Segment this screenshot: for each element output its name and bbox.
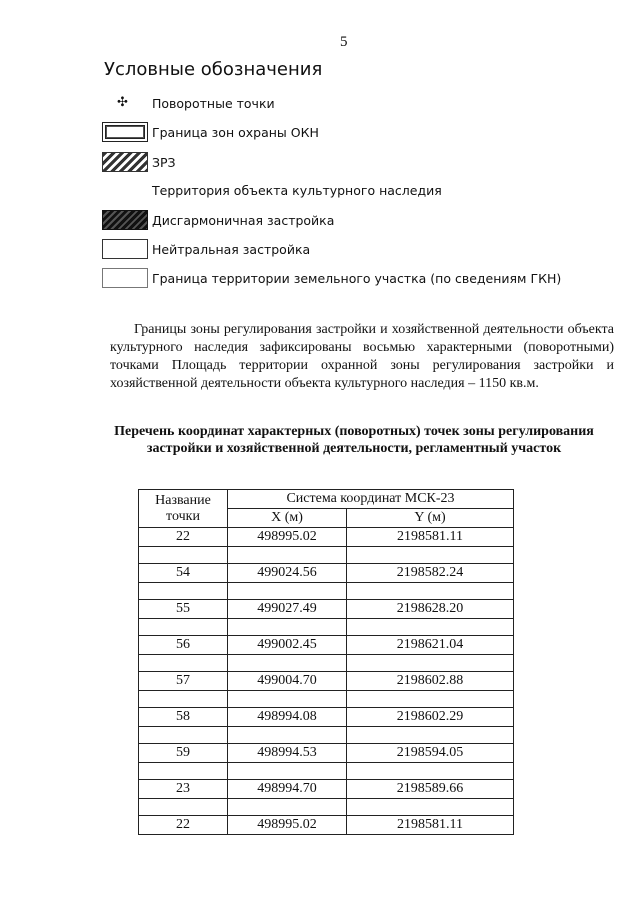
spacer-row bbox=[139, 547, 514, 564]
table-row bbox=[139, 636, 514, 655]
cell-name: 22 bbox=[139, 528, 228, 547]
cell-x: 498994.70 bbox=[228, 780, 347, 799]
cell-x: 499004.70 bbox=[228, 672, 347, 691]
legend-label-neutral: Нейтральная застройка bbox=[152, 242, 311, 257]
header-coordinate-system: Система координат МСК-23 bbox=[228, 490, 514, 509]
point-marker-icon: ✣ bbox=[117, 95, 128, 110]
table-row bbox=[139, 600, 514, 619]
page-number: 5 bbox=[340, 34, 348, 50]
cell-x: 498994.08 bbox=[228, 708, 347, 727]
cell-x: 499024.56 bbox=[228, 564, 347, 583]
spacer-row bbox=[139, 763, 514, 780]
cell-name: 59 bbox=[139, 744, 228, 763]
cell-name: 54 bbox=[139, 564, 228, 583]
spacer-row bbox=[139, 727, 514, 744]
zrz-hatch-swatch bbox=[102, 152, 148, 172]
legend-label-heritage-territory: Территория объекта культурного наследия bbox=[152, 183, 442, 198]
legend-label-points: Поворотные точки bbox=[152, 96, 275, 111]
cell-x: 498994.53 bbox=[228, 744, 347, 763]
cell-name: 23 bbox=[139, 780, 228, 799]
description-paragraph: Границы зоны регулирования застройки и хозяйственной деятельности объекта культурного наследия зафиксированы восьмью характерными (поворотными) точками Площадь территории охранной зоны регулирования застройки и хозяйственной деятельности объекта культурного наследия – 1150 кв.м. bbox=[110, 322, 614, 391]
cell-y: 2198594.05 bbox=[347, 744, 514, 763]
cell-y: 2198582.24 bbox=[347, 564, 514, 583]
coordinates-table bbox=[138, 489, 514, 835]
table-row bbox=[139, 672, 514, 691]
table-row bbox=[139, 816, 514, 835]
table-row bbox=[139, 528, 514, 547]
cell-y: 2198602.88 bbox=[347, 672, 514, 691]
disharmonious-hatch-swatch bbox=[102, 210, 148, 230]
cell-x: 498995.02 bbox=[228, 816, 347, 835]
cell-x: 499002.45 bbox=[228, 636, 347, 655]
cell-y: 2198589.66 bbox=[347, 780, 514, 799]
cell-y: 2198621.04 bbox=[347, 636, 514, 655]
cell-y: 2198581.11 bbox=[347, 816, 514, 835]
okn-zone-border-swatch bbox=[102, 122, 148, 142]
table-row bbox=[139, 564, 514, 583]
header-y: Y (м) bbox=[347, 509, 514, 528]
table-row bbox=[139, 708, 514, 727]
spacer-row bbox=[139, 583, 514, 600]
legend-label-zrz: ЗРЗ bbox=[152, 155, 176, 170]
cell-name: 22 bbox=[139, 816, 228, 835]
header-x: X (м) bbox=[228, 509, 347, 528]
spacer-row bbox=[139, 655, 514, 672]
legend-label-land-plot: Граница территории земельного участка (по сведениям ГКН) bbox=[152, 271, 562, 286]
legend-label-disharmonious: Дисгармоничная застройка bbox=[152, 213, 335, 228]
table-row bbox=[139, 780, 514, 799]
header-point-name: Название точки bbox=[139, 490, 228, 528]
spacer-row bbox=[139, 619, 514, 636]
spacer-row bbox=[139, 691, 514, 708]
cell-y: 2198581.11 bbox=[347, 528, 514, 547]
neutral-swatch bbox=[102, 239, 148, 259]
cell-name: 56 bbox=[139, 636, 228, 655]
legend-label-okn-border: Граница зон охраны ОКН bbox=[152, 125, 319, 140]
cell-y: 2198602.29 bbox=[347, 708, 514, 727]
table-row bbox=[139, 744, 514, 763]
cell-y: 2198628.20 bbox=[347, 600, 514, 619]
land-plot-border-swatch bbox=[102, 268, 148, 288]
spacer-row bbox=[139, 799, 514, 816]
cell-x: 499027.49 bbox=[228, 600, 347, 619]
cell-name: 55 bbox=[139, 600, 228, 619]
table-title: Перечень координат характерных (поворотных) точек зоны регулирования застройки и хозяйственной деятельности, регламентный участок bbox=[114, 424, 594, 456]
cell-name: 58 bbox=[139, 708, 228, 727]
legend-title: Условные обозначения bbox=[104, 59, 323, 80]
cell-x: 498995.02 bbox=[228, 528, 347, 547]
cell-name: 57 bbox=[139, 672, 228, 691]
